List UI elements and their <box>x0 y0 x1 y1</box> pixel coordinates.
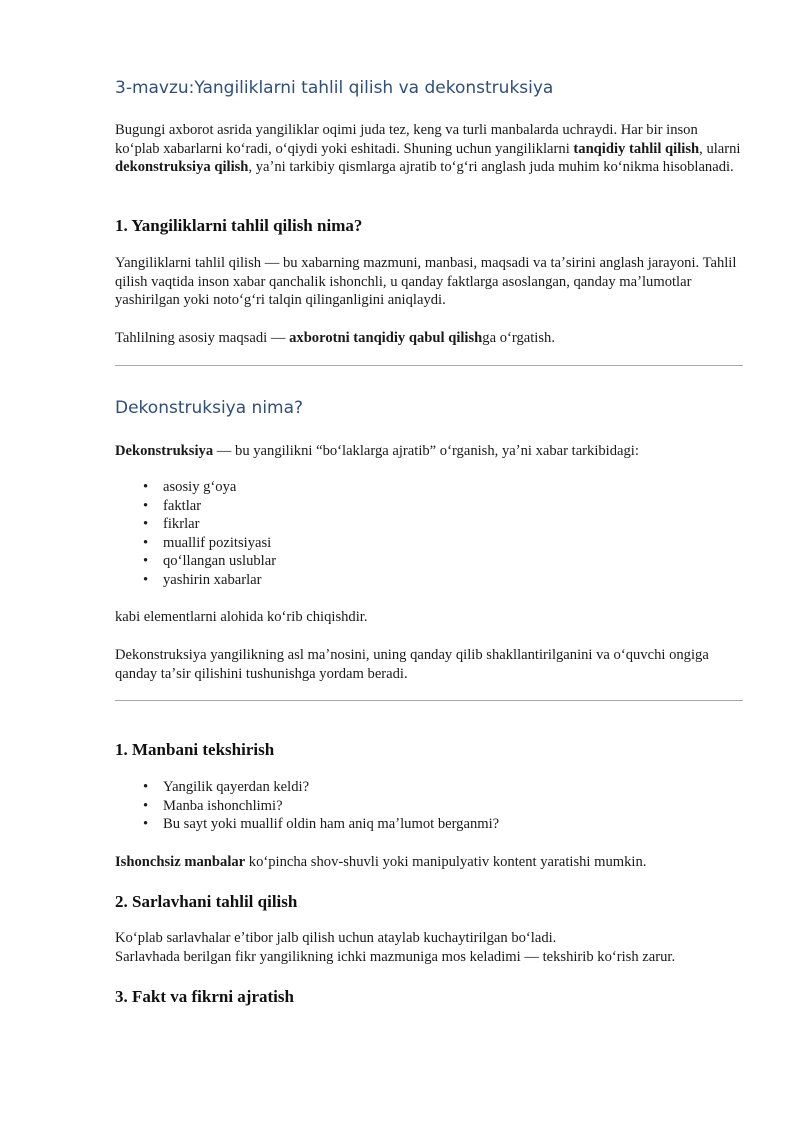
list-item: • Yangilik qayerdan keldi? <box>115 778 499 797</box>
intro-text-3: , yaʼni tarkibiy qismlarga ajratib toʻgʻri anglash juda muhim koʻnikma hisoblanadi. <box>248 159 734 175</box>
section1-heading: 1. Yangiliklarni tahlil qilish nima? <box>115 216 363 235</box>
document-title: 3-mavzu:Yangiliklarni tahlil qilish va dekonstruksiya <box>115 78 554 98</box>
intro-paragraph <box>115 121 743 177</box>
section3-bold: Ishonchsiz manbalar <box>115 854 246 870</box>
list-item: • Bu sayt yoki muallif oldin ham aniq maʼlumot berganmi? <box>115 815 499 834</box>
list-item: • yashirin xabarlar <box>115 571 276 590</box>
list-item: • asosiy gʻoya <box>115 478 276 497</box>
intro-bold-1: tanqidiy tahlil qilish <box>573 140 700 157</box>
section3-text: koʻpincha shov-shuvli yoki manipulyativ kontent yaratishi mumkin. <box>245 854 647 870</box>
section2-p1-bold: Dekonstruksiya <box>115 443 214 459</box>
intro-text-2: , ularni <box>699 140 741 157</box>
section3-paragraph <box>115 853 743 872</box>
list-item: • qoʻllangan uslublar <box>115 552 276 571</box>
section4-heading: 2. Sarlavhani tahlil qilish <box>115 892 298 911</box>
section2-paragraph-3: Dekonstruksiya yangilikning asl maʼnosini, uning qanday qilib shakllantirilganini va oʻquvchi ongiga qanday taʼsir qilishini tushunishga yordam beradi. <box>115 647 709 682</box>
list-item: • muallif pozitsiyasi <box>115 534 276 553</box>
section1-p2-bold: axborotni tanqidiy qabul qilish <box>289 330 483 346</box>
list-item: • Manba ishonchlimi? <box>115 797 499 816</box>
section3-heading: 1. Manbani tekshirish <box>115 740 275 759</box>
section1-p2-text-2: ga oʻrgatish. <box>482 330 555 346</box>
section2-paragraph-1 <box>115 442 743 461</box>
section1-p2-text-1: Tahlilning asosiy maqsadi — <box>115 330 290 346</box>
section4-line-1: Koʻplab sarlavhalar eʼtibor jalb qilish uchun ataylab kuchaytirilgan boʻladi. <box>115 930 557 946</box>
section2-heading: Dekonstruksiya nima? <box>115 398 304 418</box>
section5-heading: 3. Fakt va fikrni ajratish <box>115 987 294 1006</box>
divider-1 <box>115 365 743 366</box>
section1-paragraph-2 <box>115 329 743 348</box>
list-item: • fikrlar <box>115 515 276 534</box>
divider-2 <box>115 700 743 701</box>
section2-p1-text: — bu yangilikni “boʻlaklarga ajratib” oʻrganish, yaʼni xabar tarkibidagi: <box>213 443 639 459</box>
section1-paragraph-1: Yangiliklarni tahlil qilish — bu xabarning mazmuni, manbasi, maqsadi va taʼsirini anglash jarayoni. Tahlil qilish vaqtida inson xabar qanchalik ishonchli, u qanday faktlarga asoslangan, qanday maʼlumotlar yashirilgan yoki notoʻgʻri talqin qilinganligini aniqlaydi. <box>115 255 737 308</box>
section4-line-2: Sarlavhada berilgan fikr yangilikning ichki mazmuniga mos keladimi — tekshirib koʻrish zarur. <box>115 949 676 965</box>
source-check-list <box>115 778 499 834</box>
list-item: • faktlar <box>115 497 276 516</box>
section2-paragraph-2: kabi elementlarni alohida koʻrib chiqishdir. <box>115 609 368 625</box>
deconstruction-elements-list <box>115 478 276 589</box>
intro-text-1: Bugungi axborot asrida yangiliklar oqimi juda tez, keng va turli manbalarda uchraydi. Har bir inson koʻplab xabarlarni koʻradi, oʻqiydi yoki eshitadi. Shuning uchun yangiliklarni <box>115 122 698 157</box>
intro-bold-2: dekonstruksiya qilish <box>115 159 249 175</box>
